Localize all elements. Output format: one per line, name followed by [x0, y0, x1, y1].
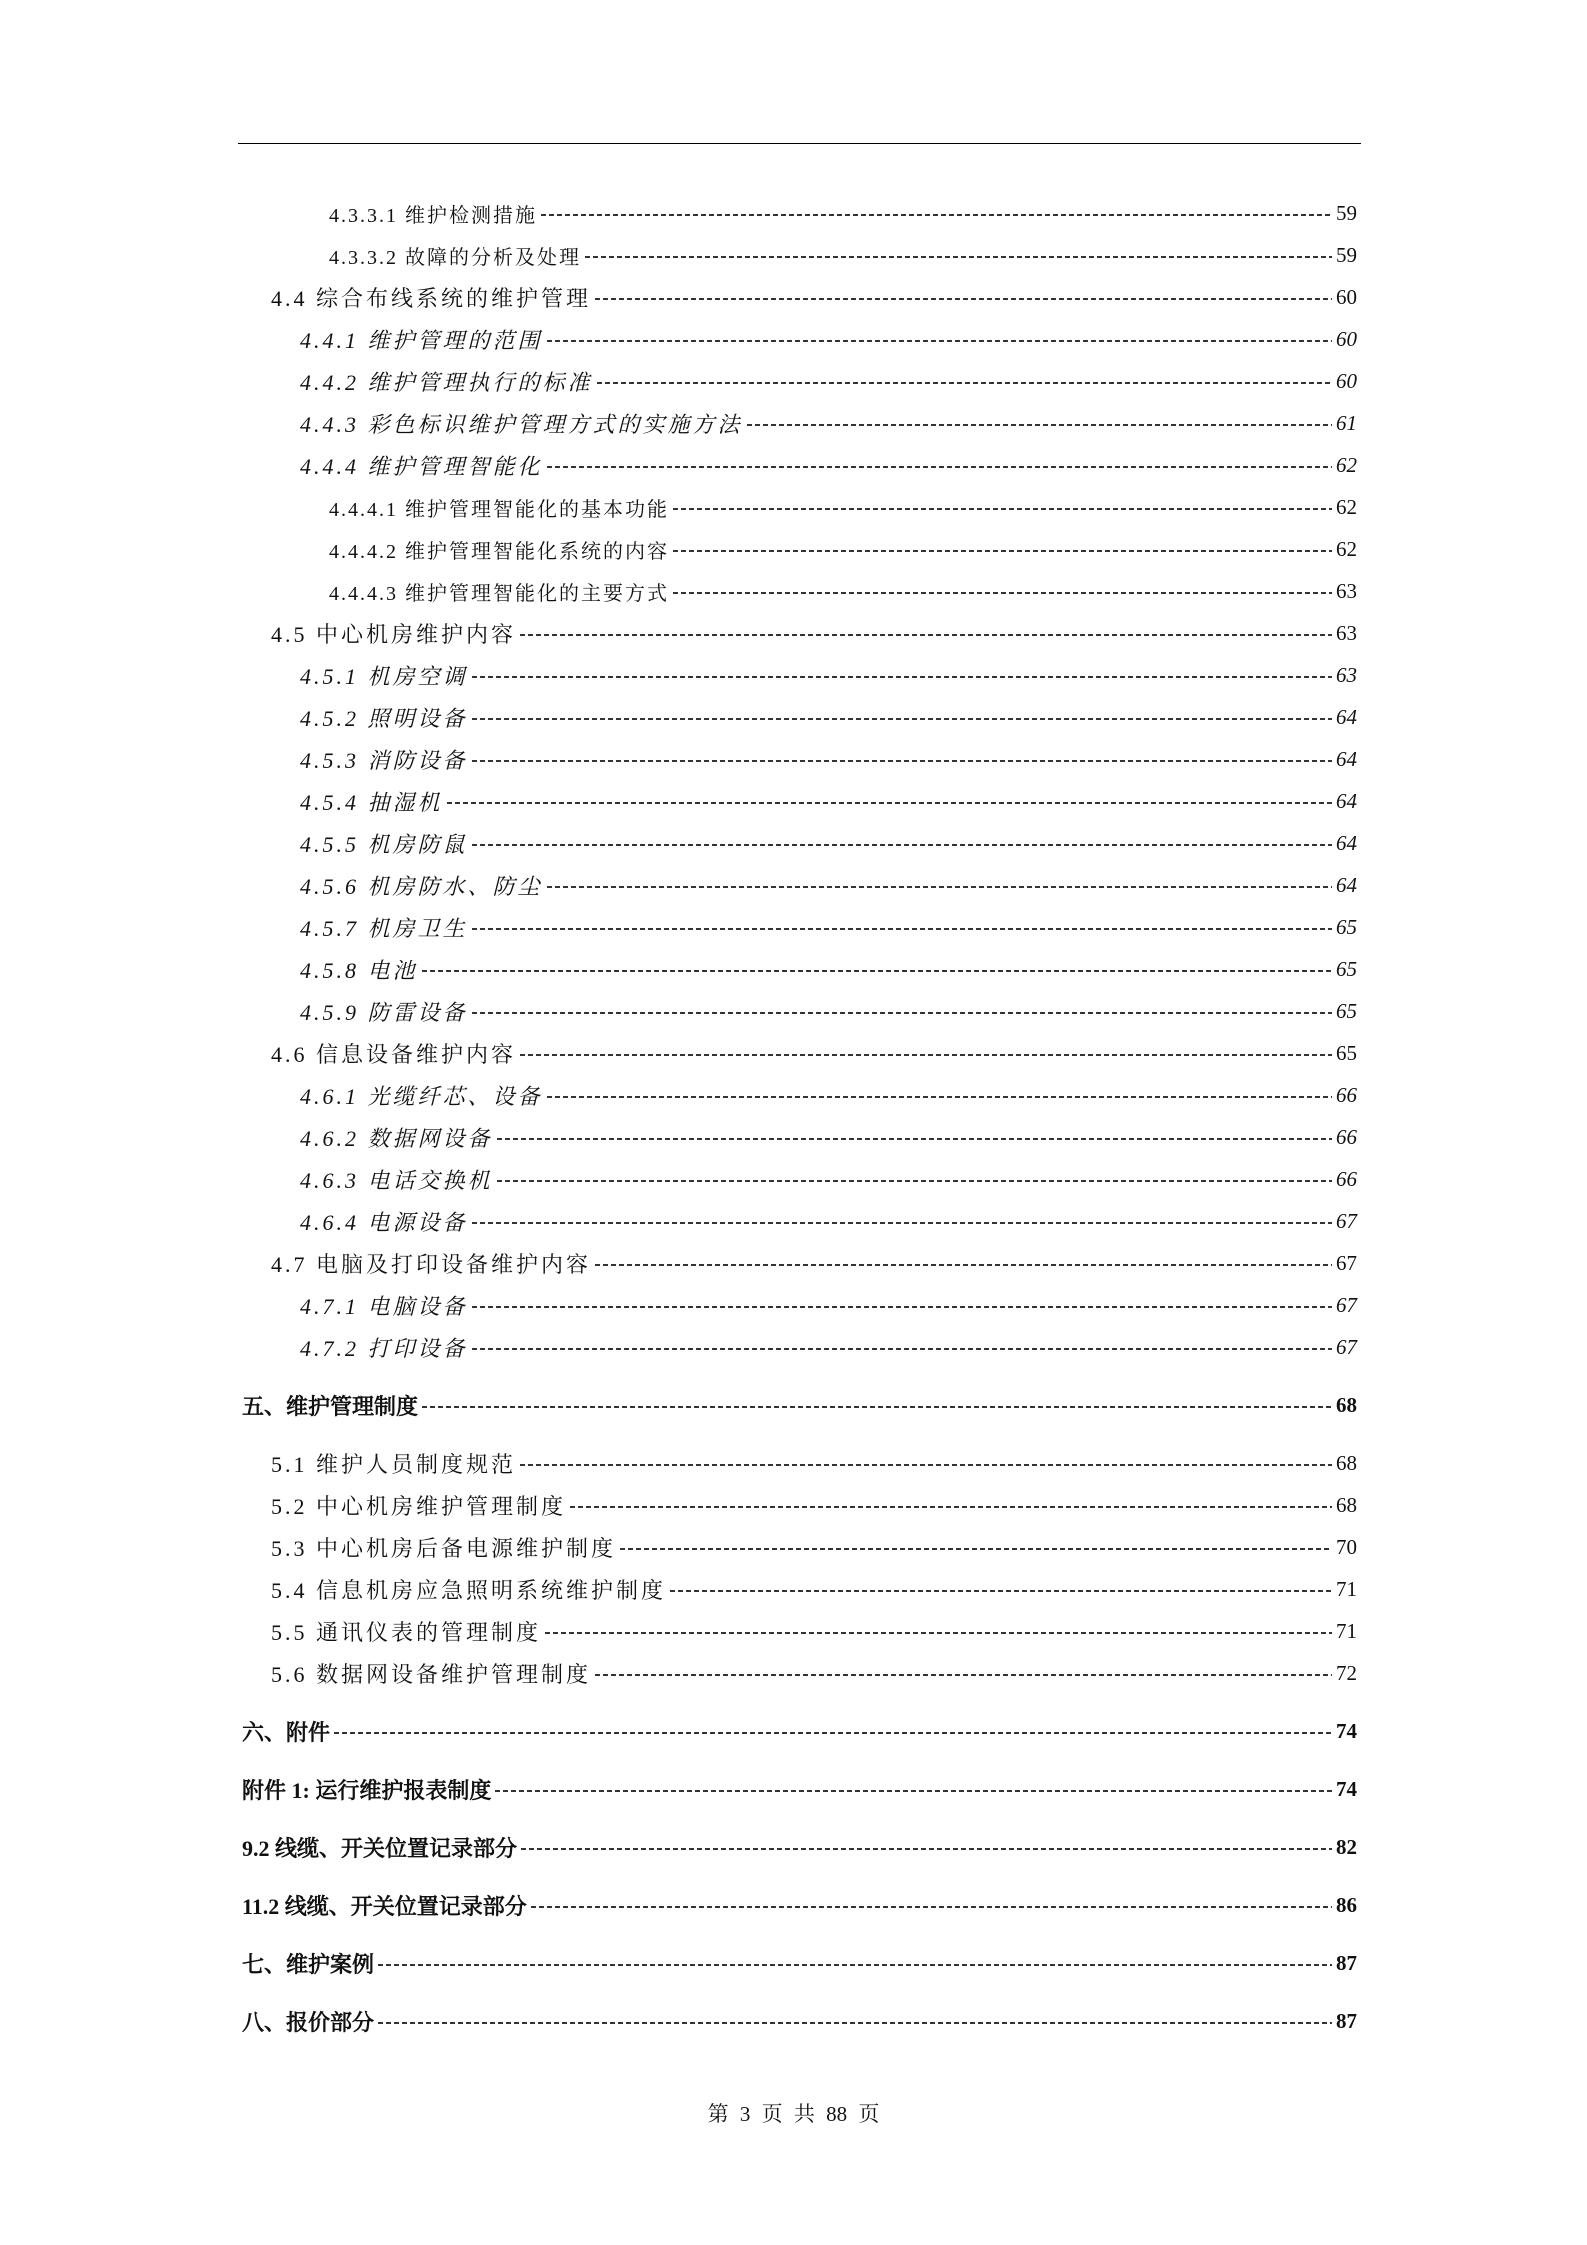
toc-entry[interactable] [238, 570, 1357, 612]
toc-leader-dashes [597, 382, 1332, 384]
toc-entry[interactable] [238, 948, 1357, 990]
toc-entry[interactable] [238, 1652, 1357, 1694]
toc-entry[interactable] [238, 906, 1357, 948]
toc-entry[interactable] [238, 2000, 1357, 2042]
toc-entry[interactable] [238, 1326, 1357, 1368]
toc-entry-title: 9.2 线缆、开关位置记录部分 [242, 1835, 518, 1861]
toc-entry-page: 65 [1336, 956, 1357, 981]
toc-entry-page: 62 [1336, 494, 1357, 519]
toc-entry-title: 5.6 数据网设备维护管理制度 [271, 1661, 592, 1687]
toc-entry[interactable] [238, 1884, 1357, 1926]
toc-entry[interactable] [238, 1710, 1357, 1752]
toc-entry[interactable] [238, 1826, 1357, 1868]
toc-leader-dashes [472, 1012, 1332, 1014]
toc-entry-title: 5.3 中心机房后备电源维护制度 [271, 1535, 617, 1561]
toc-entry-title: 五、维护管理制度 [242, 1393, 419, 1419]
toc-entry[interactable] [238, 1384, 1357, 1426]
toc-leader-dashes [472, 844, 1332, 846]
header-rule [238, 143, 1361, 144]
toc-entry-title: 4.5.9 防雷设备 [300, 999, 468, 1025]
table-of-contents [238, 192, 1357, 2058]
toc-leader-dashes [585, 256, 1332, 258]
toc-entry-title: 5.5 通讯仪表的管理制度 [271, 1619, 542, 1645]
toc-leader-dashes [521, 1848, 1332, 1850]
toc-entry-page: 60 [1336, 368, 1357, 393]
toc-entry-title: 4.7.1 电脑设备 [300, 1293, 468, 1319]
toc-entry-page: 62 [1336, 536, 1357, 561]
toc-entry-page: 65 [1336, 1040, 1357, 1065]
toc-entry-page: 74 [1336, 1776, 1357, 1801]
toc-entry-title: 4.5.8 电池 [300, 957, 418, 983]
toc-leader-dashes [547, 466, 1332, 468]
toc-entry-page: 62 [1336, 452, 1357, 477]
toc-entry[interactable] [238, 1032, 1357, 1074]
toc-entry-page: 74 [1336, 1718, 1357, 1743]
toc-leader-dashes [673, 550, 1332, 552]
toc-entry[interactable] [238, 822, 1357, 864]
toc-entry-title: 4.6.3 电话交换机 [300, 1167, 493, 1193]
toc-leader-dashes [620, 1548, 1332, 1550]
toc-entry-page: 64 [1336, 872, 1357, 897]
toc-leader-dashes [595, 1264, 1332, 1266]
toc-entry[interactable] [238, 1200, 1357, 1242]
toc-entry-title: 4.6 信息设备维护内容 [271, 1041, 517, 1067]
toc-leader-dashes [541, 214, 1332, 216]
toc-entry-title: 八、报价部分 [242, 2009, 375, 2035]
toc-entry-title: 4.7.2 打印设备 [300, 1335, 468, 1361]
toc-entry[interactable] [238, 864, 1357, 906]
toc-entry[interactable] [238, 738, 1357, 780]
toc-entry-title: 4.4.4 维护管理智能化 [300, 453, 543, 479]
toc-entry[interactable] [238, 1568, 1357, 1610]
toc-entry-title: 七、维护案例 [242, 1951, 375, 1977]
toc-entry[interactable] [238, 360, 1357, 402]
toc-leader-dashes [378, 2022, 1332, 2024]
toc-leader-dashes [520, 1464, 1332, 1466]
toc-leader-dashes [472, 1306, 1332, 1308]
toc-entry-title: 4.4 综合布线系统的维护管理 [271, 285, 592, 311]
toc-entry-title: 4.5.3 消防设备 [300, 747, 468, 773]
toc-leader-dashes [570, 1506, 1332, 1508]
toc-leader-dashes [497, 1180, 1332, 1182]
toc-entry-page: 67 [1336, 1292, 1357, 1317]
toc-entry-page: 87 [1336, 1950, 1357, 1975]
toc-entry[interactable] [238, 234, 1357, 276]
toc-leader-dashes [422, 1406, 1332, 1408]
toc-entry-title: 11.2 线缆、开关位置记录部分 [242, 1893, 527, 1919]
toc-entry-page: 72 [1336, 1660, 1357, 1685]
toc-entry[interactable] [238, 486, 1357, 528]
toc-entry[interactable] [238, 1526, 1357, 1568]
toc-leader-dashes [472, 928, 1332, 930]
toc-entry-title: 5.2 中心机房维护管理制度 [271, 1493, 567, 1519]
toc-entry-title: 4.5.7 机房卫生 [300, 915, 468, 941]
toc-entry-page: 67 [1336, 1250, 1357, 1275]
toc-entry-page: 65 [1336, 998, 1357, 1023]
toc-entry-title: 4.5.5 机房防鼠 [300, 831, 468, 857]
toc-entry-page: 87 [1336, 2008, 1357, 2033]
toc-entry[interactable] [238, 1484, 1357, 1526]
toc-entry-page: 59 [1336, 242, 1357, 267]
toc-entry-page: 82 [1336, 1834, 1357, 1859]
toc-entry-page: 63 [1336, 578, 1357, 603]
toc-entry-title: 4.4.4.1 维护管理智能化的基本功能 [329, 498, 669, 521]
toc-leader-dashes [422, 970, 1332, 972]
toc-entry[interactable] [238, 696, 1357, 738]
toc-leader-dashes [747, 424, 1332, 426]
toc-entry-page: 61 [1336, 410, 1357, 435]
toc-entry-title: 4.4.4.2 维护管理智能化系统的内容 [329, 540, 669, 563]
toc-entry-page: 68 [1336, 1492, 1357, 1517]
toc-entry-page: 66 [1336, 1082, 1357, 1107]
toc-entry-page: 60 [1336, 326, 1357, 351]
toc-entry[interactable] [238, 1610, 1357, 1652]
toc-entry[interactable] [238, 1158, 1357, 1200]
toc-entry-title: 4.6.4 电源设备 [300, 1209, 468, 1235]
toc-leader-dashes [472, 676, 1332, 678]
toc-leader-dashes [334, 1732, 1332, 1734]
toc-entry-title: 4.4.2 维护管理执行的标准 [300, 369, 593, 395]
toc-entry-page: 67 [1336, 1208, 1357, 1233]
toc-entry-title: 4.4.4.3 维护管理智能化的主要方式 [329, 582, 669, 605]
toc-entry-title: 4.3.3.2 故障的分析及处理 [329, 246, 581, 269]
toc-entry-page: 59 [1336, 200, 1357, 225]
toc-entry-title: 4.4.1 维护管理的范围 [300, 327, 543, 353]
toc-entry-title: 4.5.6 机房防水、防尘 [300, 873, 543, 899]
toc-leader-dashes [547, 1096, 1332, 1098]
toc-entry-title: 4.5 中心机房维护内容 [271, 621, 517, 647]
toc-leader-dashes [520, 1054, 1332, 1056]
toc-entry-title: 4.5.4 抽湿机 [300, 789, 443, 815]
toc-entry-page: 70 [1336, 1534, 1357, 1559]
toc-leader-dashes [472, 718, 1332, 720]
toc-leader-dashes [673, 592, 1332, 594]
toc-leader-dashes [472, 1348, 1332, 1350]
toc-entry[interactable] [238, 1284, 1357, 1326]
toc-entry-title: 4.4.3 彩色标识维护管理方式的实施方法 [300, 411, 743, 437]
toc-entry[interactable] [238, 1116, 1357, 1158]
toc-leader-dashes [472, 760, 1332, 762]
toc-leader-dashes [495, 1790, 1332, 1792]
toc-entry-title: 附件 1: 运行维护报表制度 [242, 1777, 492, 1803]
toc-entry[interactable] [238, 528, 1357, 570]
toc-entry[interactable] [238, 1442, 1357, 1484]
toc-leader-dashes [545, 1632, 1332, 1634]
toc-entry-title: 4.6.1 光缆纤芯、设备 [300, 1083, 543, 1109]
toc-entry-page: 68 [1336, 1450, 1357, 1475]
toc-entry-page: 60 [1336, 284, 1357, 309]
toc-leader-dashes [673, 508, 1332, 510]
toc-entry[interactable] [238, 1074, 1357, 1116]
toc-entry-page: 67 [1336, 1334, 1357, 1359]
toc-entry-page: 86 [1336, 1892, 1357, 1917]
toc-entry-title: 4.5.2 照明设备 [300, 705, 468, 731]
toc-entry-page: 64 [1336, 704, 1357, 729]
toc-entry-title: 4.5.1 机房空调 [300, 663, 468, 689]
toc-entry[interactable] [238, 990, 1357, 1032]
toc-entry-page: 65 [1336, 914, 1357, 939]
toc-entry-page: 66 [1336, 1166, 1357, 1191]
toc-entry[interactable] [238, 192, 1357, 234]
toc-leader-dashes [547, 340, 1332, 342]
toc-entry-page: 66 [1336, 1124, 1357, 1149]
toc-entry-title: 5.4 信息机房应急照明系统维护制度 [271, 1577, 667, 1603]
toc-leader-dashes [497, 1138, 1332, 1140]
toc-entry-page: 63 [1336, 620, 1357, 645]
toc-leader-dashes [520, 634, 1332, 636]
toc-entry[interactable] [238, 318, 1357, 360]
toc-entry-title: 4.7 电脑及打印设备维护内容 [271, 1251, 592, 1277]
toc-leader-dashes [595, 298, 1332, 300]
toc-leader-dashes [531, 1906, 1332, 1908]
toc-entry-page: 68 [1336, 1392, 1357, 1417]
toc-entry-title: 4.3.3.1 维护检测措施 [329, 204, 537, 227]
toc-leader-dashes [595, 1674, 1332, 1676]
toc-entry-title: 4.6.2 数据网设备 [300, 1125, 493, 1151]
toc-leader-dashes [547, 886, 1332, 888]
toc-entry[interactable] [238, 444, 1357, 486]
toc-entry[interactable] [238, 1768, 1357, 1810]
toc-leader-dashes [472, 1222, 1332, 1224]
toc-entry[interactable] [238, 780, 1357, 822]
toc-entry[interactable] [238, 402, 1357, 444]
toc-entry-page: 64 [1336, 788, 1357, 813]
toc-entry-page: 71 [1336, 1576, 1357, 1601]
toc-leader-dashes [378, 1964, 1332, 1966]
toc-entry[interactable] [238, 612, 1357, 654]
toc-leader-dashes [447, 802, 1332, 804]
toc-entry[interactable] [238, 1242, 1357, 1284]
page-footer: 第 3 页 共 88 页 [707, 2102, 880, 2126]
toc-leader-dashes [670, 1590, 1332, 1592]
toc-entry[interactable] [238, 1942, 1357, 1984]
toc-entry-page: 63 [1336, 662, 1357, 687]
toc-entry-page: 64 [1336, 830, 1357, 855]
toc-entry-page: 71 [1336, 1618, 1357, 1643]
toc-entry[interactable] [238, 276, 1357, 318]
toc-entry-title: 5.1 维护人员制度规范 [271, 1451, 517, 1477]
toc-entry-page: 64 [1336, 746, 1357, 771]
toc-entry[interactable] [238, 654, 1357, 696]
toc-entry-title: 六、附件 [242, 1719, 331, 1745]
